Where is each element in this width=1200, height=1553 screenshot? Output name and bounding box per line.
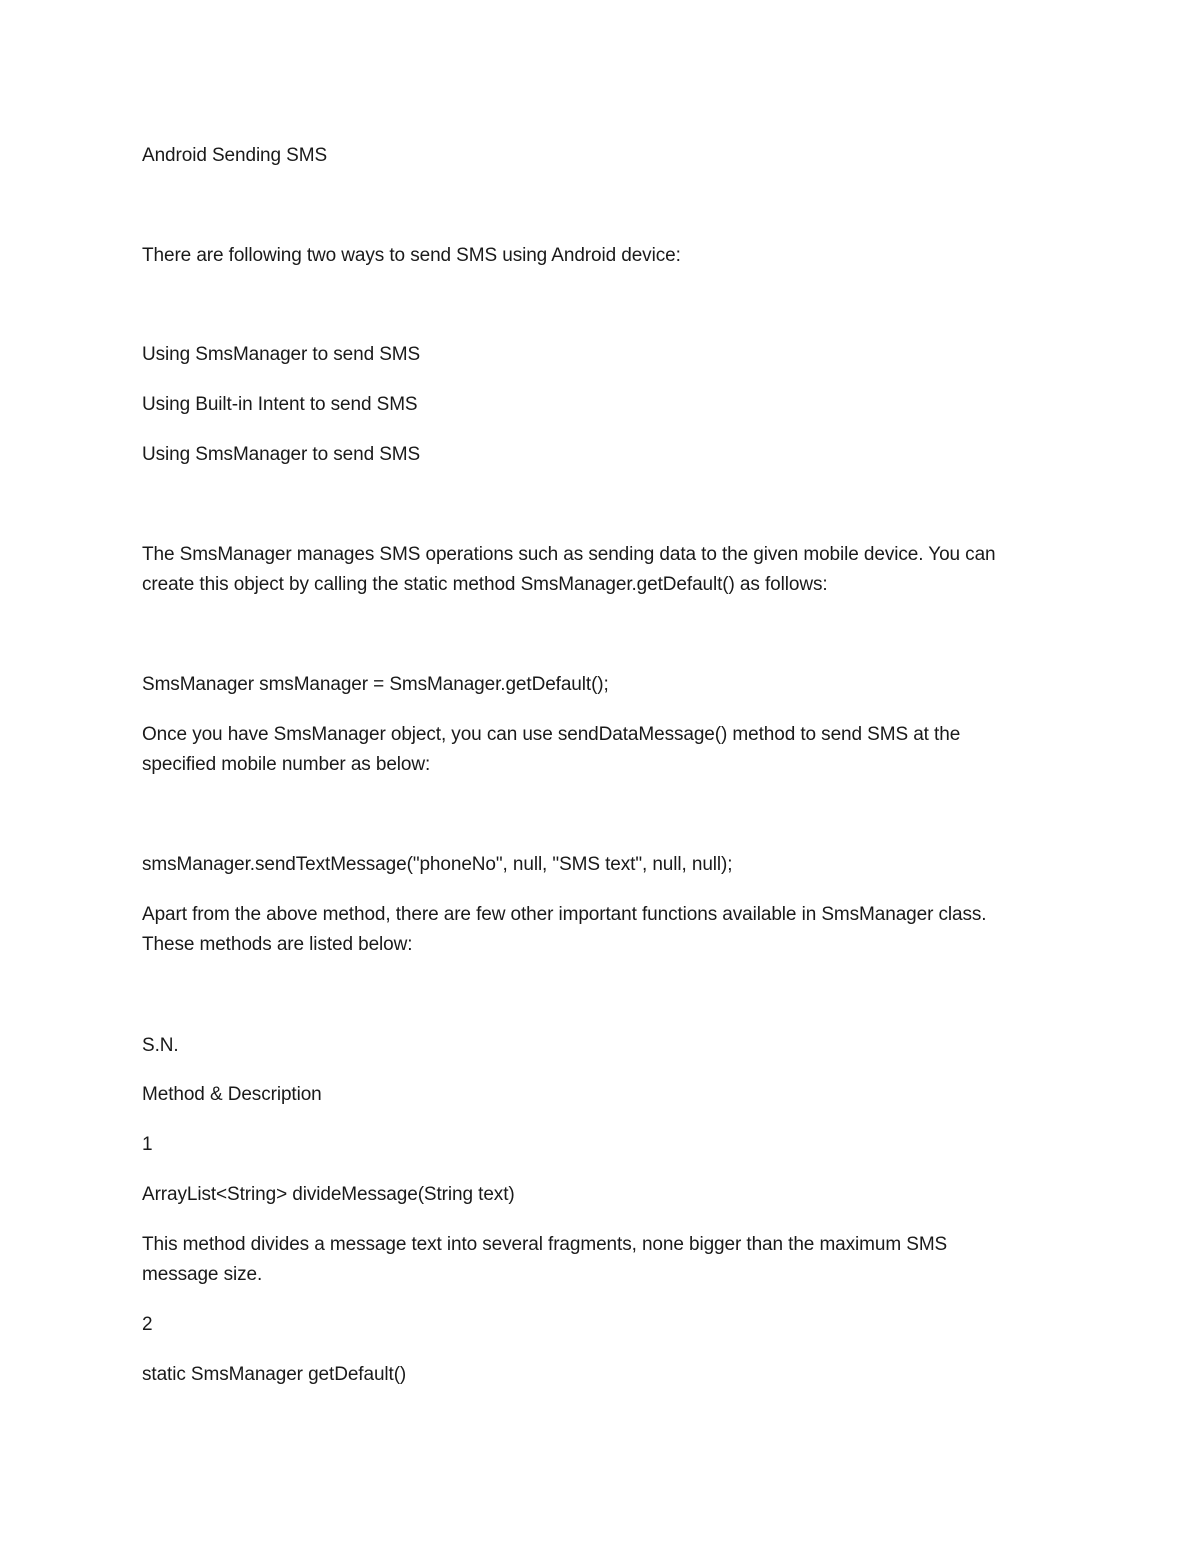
paragraph-line: create this object by calling the static method SmsManager.getDefault() as follows: xyxy=(142,574,828,595)
paragraph-line: These methods are listed below: xyxy=(142,934,413,955)
paragraph-line: Once you have SmsManager object, you can use sendDataMessage() method to send SMS at the xyxy=(142,724,961,745)
method-number: 1 xyxy=(142,1134,153,1155)
way-item: Using Built-in Intent to send SMS xyxy=(142,394,418,415)
way-item: Using SmsManager to send SMS xyxy=(142,344,421,365)
intro-text: There are following two ways to send SMS using Android device: xyxy=(142,245,681,266)
method-number: 2 xyxy=(142,1314,153,1335)
table-header-method: Method & Description xyxy=(142,1084,322,1105)
method-signature: static SmsManager getDefault() xyxy=(142,1364,407,1385)
code-snippet: smsManager.sendTextMessage("phoneNo", null, "SMS text", null, null); xyxy=(142,854,733,875)
paragraph-line: Apart from the above method, there are few other important functions available in SmsManager class. xyxy=(142,904,987,925)
code-snippet: SmsManager smsManager = SmsManager.getDefault(); xyxy=(142,674,609,695)
paragraph-line: The SmsManager manages SMS operations such as sending data to the given mobile device. You can xyxy=(142,544,996,565)
paragraph-line: specified mobile number as below: xyxy=(142,754,431,775)
method-signature: ArrayList<String> divideMessage(String text) xyxy=(142,1184,515,1205)
document-title: Android Sending SMS xyxy=(142,145,328,166)
method-description: message size. xyxy=(142,1264,263,1285)
table-header-sn: S.N. xyxy=(142,1035,179,1056)
way-item: Using SmsManager to send SMS xyxy=(142,444,421,465)
method-description: This method divides a message text into several fragments, none bigger than the maximum SMS xyxy=(142,1234,948,1255)
